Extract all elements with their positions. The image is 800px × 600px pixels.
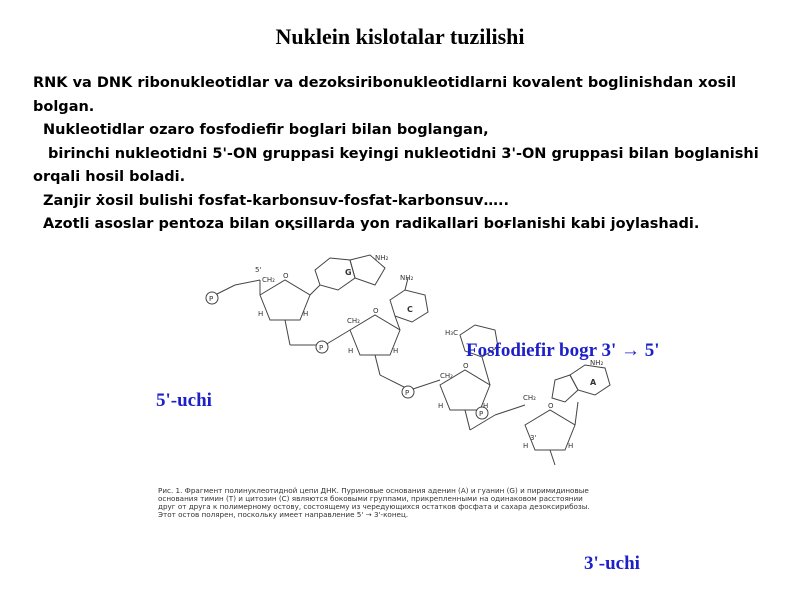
svg-text:5': 5' [255, 266, 262, 274]
svg-text:CH₂: CH₂ [262, 276, 275, 284]
svg-text:H: H [568, 442, 574, 450]
svg-text:P: P [479, 410, 484, 418]
paragraph-3: birinchi nukleotidni 5'-ON gruppasi keyingi nukleotidni 3'-ON gruppasi bilan boglanishi orqali hosil boladi. [33, 145, 759, 185]
figure-caption-1: Рис. 1. Фрагмент полинуклеотидной цепи ДНК. Пуриновые основания аденин (А) и гуанин (G) и пиримидиновые [158, 486, 589, 495]
base-g-letter: G [345, 268, 352, 277]
figure-caption-4: Этот остов полярен, поскольку имеет направление 5' → 3'-конец. [158, 510, 409, 519]
base-a-letter: A [590, 378, 597, 387]
svg-text:P: P [405, 389, 410, 397]
svg-text:3': 3' [530, 434, 537, 442]
svg-text:NH₂: NH₂ [400, 274, 414, 282]
svg-text:CH₂: CH₂ [440, 372, 453, 380]
five-prime-end-label: 5'-uchi [156, 390, 212, 411]
svg-text:H₃C: H₃C [445, 329, 458, 337]
svg-text:H: H [303, 310, 309, 318]
svg-text:H: H [348, 347, 354, 355]
svg-text:H: H [438, 402, 444, 410]
svg-text:CH₂: CH₂ [347, 317, 360, 325]
svg-text:O: O [463, 362, 469, 370]
three-prime-end-label: 3'-uchi [584, 553, 640, 574]
svg-text:H: H [258, 310, 264, 318]
svg-text:H: H [523, 442, 529, 450]
svg-text:NH₂: NH₂ [590, 359, 604, 367]
svg-text:O: O [283, 272, 289, 280]
slide-title: Nuklein kislotalar tuzilishi [275, 24, 525, 49]
bond-label: Fosfodiefir bogr 3' → 5' [466, 340, 660, 361]
dna-fragment-diagram [150, 250, 710, 520]
figure-caption-3: друг от друга к полимерному остову, состоящему из чередующихся остатков фосфата и сахара дезоксирибозы. [158, 502, 590, 511]
svg-text:O: O [548, 402, 554, 410]
svg-text:O: O [373, 307, 379, 315]
svg-text:NH₂: NH₂ [375, 254, 389, 262]
svg-text:H: H [393, 347, 399, 355]
paragraph-4: Zanjir ẋosil bulishi fosfat-karbonsuv-fosfat-karbonsuv….. [43, 192, 510, 209]
paragraph-5: Azotli asoslar pentoza bilan oқsillarda yon radikallari boғlanishi kabi joylashadi. [43, 216, 700, 232]
base-c-letter: C [407, 305, 413, 314]
svg-text:P: P [319, 344, 324, 352]
svg-text:P: P [209, 295, 214, 303]
svg-text:CH₂: CH₂ [523, 394, 536, 402]
svg-text:H: H [483, 402, 489, 410]
figure-caption-2: основания тимин (Т) и цитозин (С) являются боковыми группами, прикрепленными на одинаковом расстоянии [158, 494, 583, 503]
paragraph-1: RNK va DNK ribonukleotidlar va dezoksiribonukleotidlarni kovalent boglinishdan xosil bolgan. [33, 75, 737, 115]
body-text [33, 72, 773, 237]
paragraph-2: Nukleotidlar ozaro fosfodiefir boglari bilan boglangan, [43, 122, 489, 138]
